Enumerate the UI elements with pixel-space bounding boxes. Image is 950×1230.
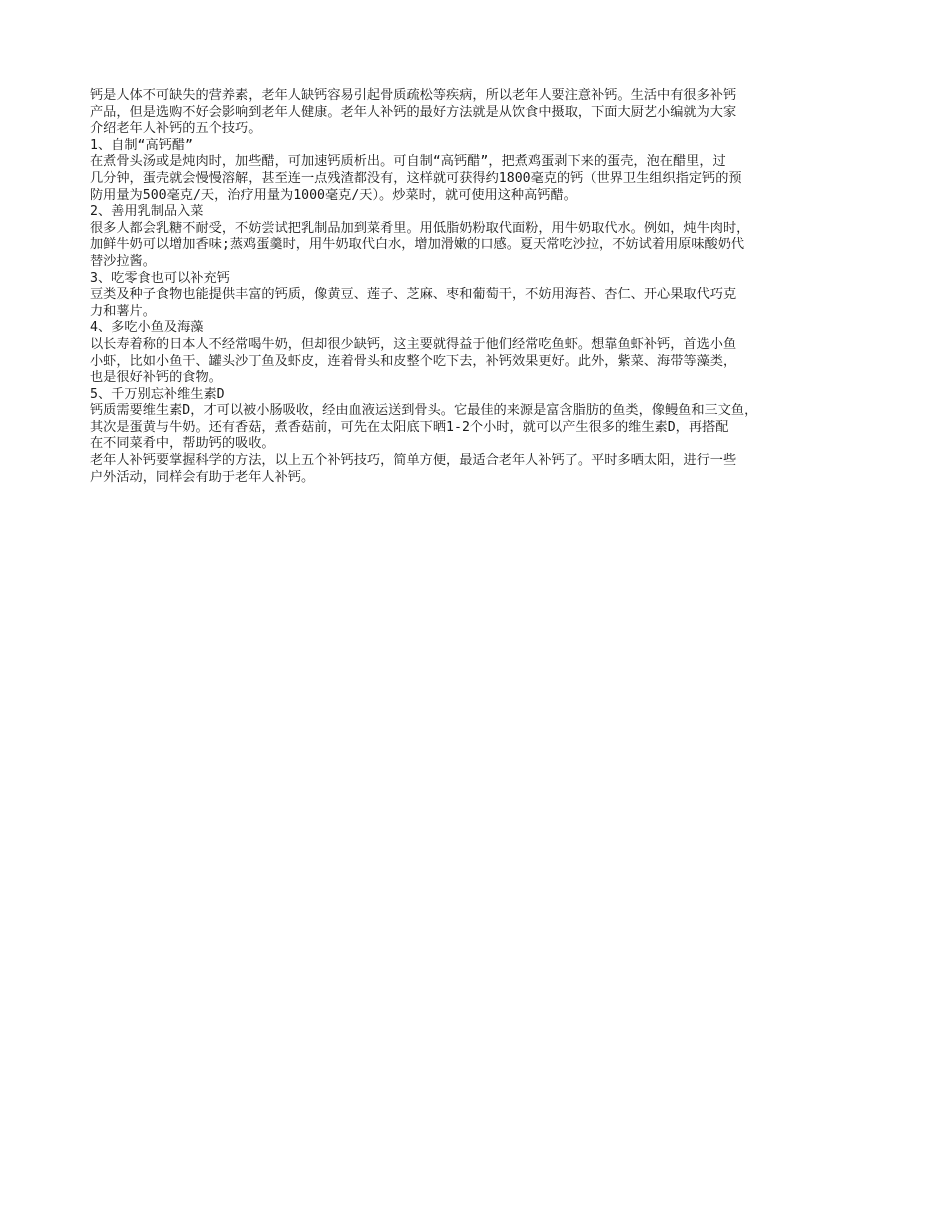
section-1-line-3: 防用量为500毫克/天，治疗用量为1000毫克/天）。炒菜时，就可使用这种高钙醋。: [90, 187, 577, 203]
section-5-heading: 5、千万别忘补维生素D: [90, 386, 225, 402]
section-2-line-2: 加鲜牛奶可以增加香味;蒸鸡蛋羹时，用牛奶取代白水，增加滑嫩的口感。夏天常吃沙拉，不妨试着用原味酸奶代: [90, 237, 745, 253]
section-3-heading: 3、吃零食也可以补充钙: [90, 270, 230, 286]
intro-line-2: 产品，但是选购不好会影响到老年人健康。老年人补钙的最好方法就是从饮食中摄取，下面大厨艺小编就为大家: [90, 104, 737, 120]
conclusion-line-2: 户外活动，同样会有助于老年人补钙。: [90, 469, 315, 485]
section-1-line-2: 几分钟，蛋壳就会慢慢溶解，甚至连一点残渣都没有，这样就可获得约1800毫克的钙（世界卫生组织指定钙的预: [90, 170, 742, 186]
section-3-line-2: 力和薯片。: [90, 303, 156, 319]
section-3-line-1: 豆类及种子食物也能提供丰富的钙质，像黄豆、莲子、芝麻、枣和葡萄干，不妨用海苔、杏仁、开心果取代巧克: [90, 287, 737, 303]
section-1-heading: 1、自制“高钙醋”: [90, 137, 193, 153]
section-5-line-3: 在不同菜肴中，帮助钙的吸收。: [90, 436, 275, 452]
intro-line-1: 钙是人体不可缺失的营养素，老年人缺钙容易引起骨质疏松等疾病，所以老年人要注意补钙。生活中有很多补钙: [90, 88, 737, 103]
section-4-line-1: 以长寿着称的日本人不经常喝牛奶，但却很少缺钙，这主要就得益于他们经常吃鱼虾。想靠鱼虾补钙，首选小鱼: [90, 336, 737, 352]
section-5-line-2: 其次是蛋黄与牛奶。还有香菇，煮香菇前，可先在太阳底下晒1-2个小时，就可以产生很多的维生素D，再搭配: [90, 419, 729, 435]
section-2-heading: 2、善用乳制品入菜: [90, 204, 204, 220]
section-4-line-3: 也是很好补钙的食物。: [90, 370, 222, 386]
section-2-line-1: 很多人都会乳糖不耐受，不妨尝试把乳制品加到菜肴里。用低脂奶粉取代面粉，用牛奶取代水。例如，炖牛肉时，: [90, 220, 750, 236]
section-5-line-1: 钙质需要维生素D，才可以被小肠吸收，经由血液运送到骨头。它最佳的来源是富含脂肪的鱼类，像鳗鱼和三文鱼，: [90, 403, 758, 419]
section-4-heading: 4、多吃小鱼及海藻: [90, 320, 204, 336]
section-4-line-2: 小虾，比如小鱼干、罐头沙丁鱼及虾皮，连着骨头和皮整个吃下去，补钙效果更好。此外，紫菜、海带等藻类，: [90, 353, 737, 369]
intro-line-3: 介绍老年人补钙的五个技巧。: [90, 121, 262, 137]
document-body: [90, 88, 880, 486]
conclusion-line-1: 老年人补钙要掌握科学的方法，以上五个补钙技巧，简单方便，最适合老年人补钙了。平时多晒太阳，进行一些: [90, 453, 737, 469]
section-1-line-1: 在煮骨头汤或是炖肉时，加些醋，可加速钙质析出。可自制“高钙醋”，把煮鸡蛋剥下来的蛋壳，泡在醋里，过: [90, 154, 726, 170]
section-2-line-3: 替沙拉酱。: [90, 253, 156, 269]
